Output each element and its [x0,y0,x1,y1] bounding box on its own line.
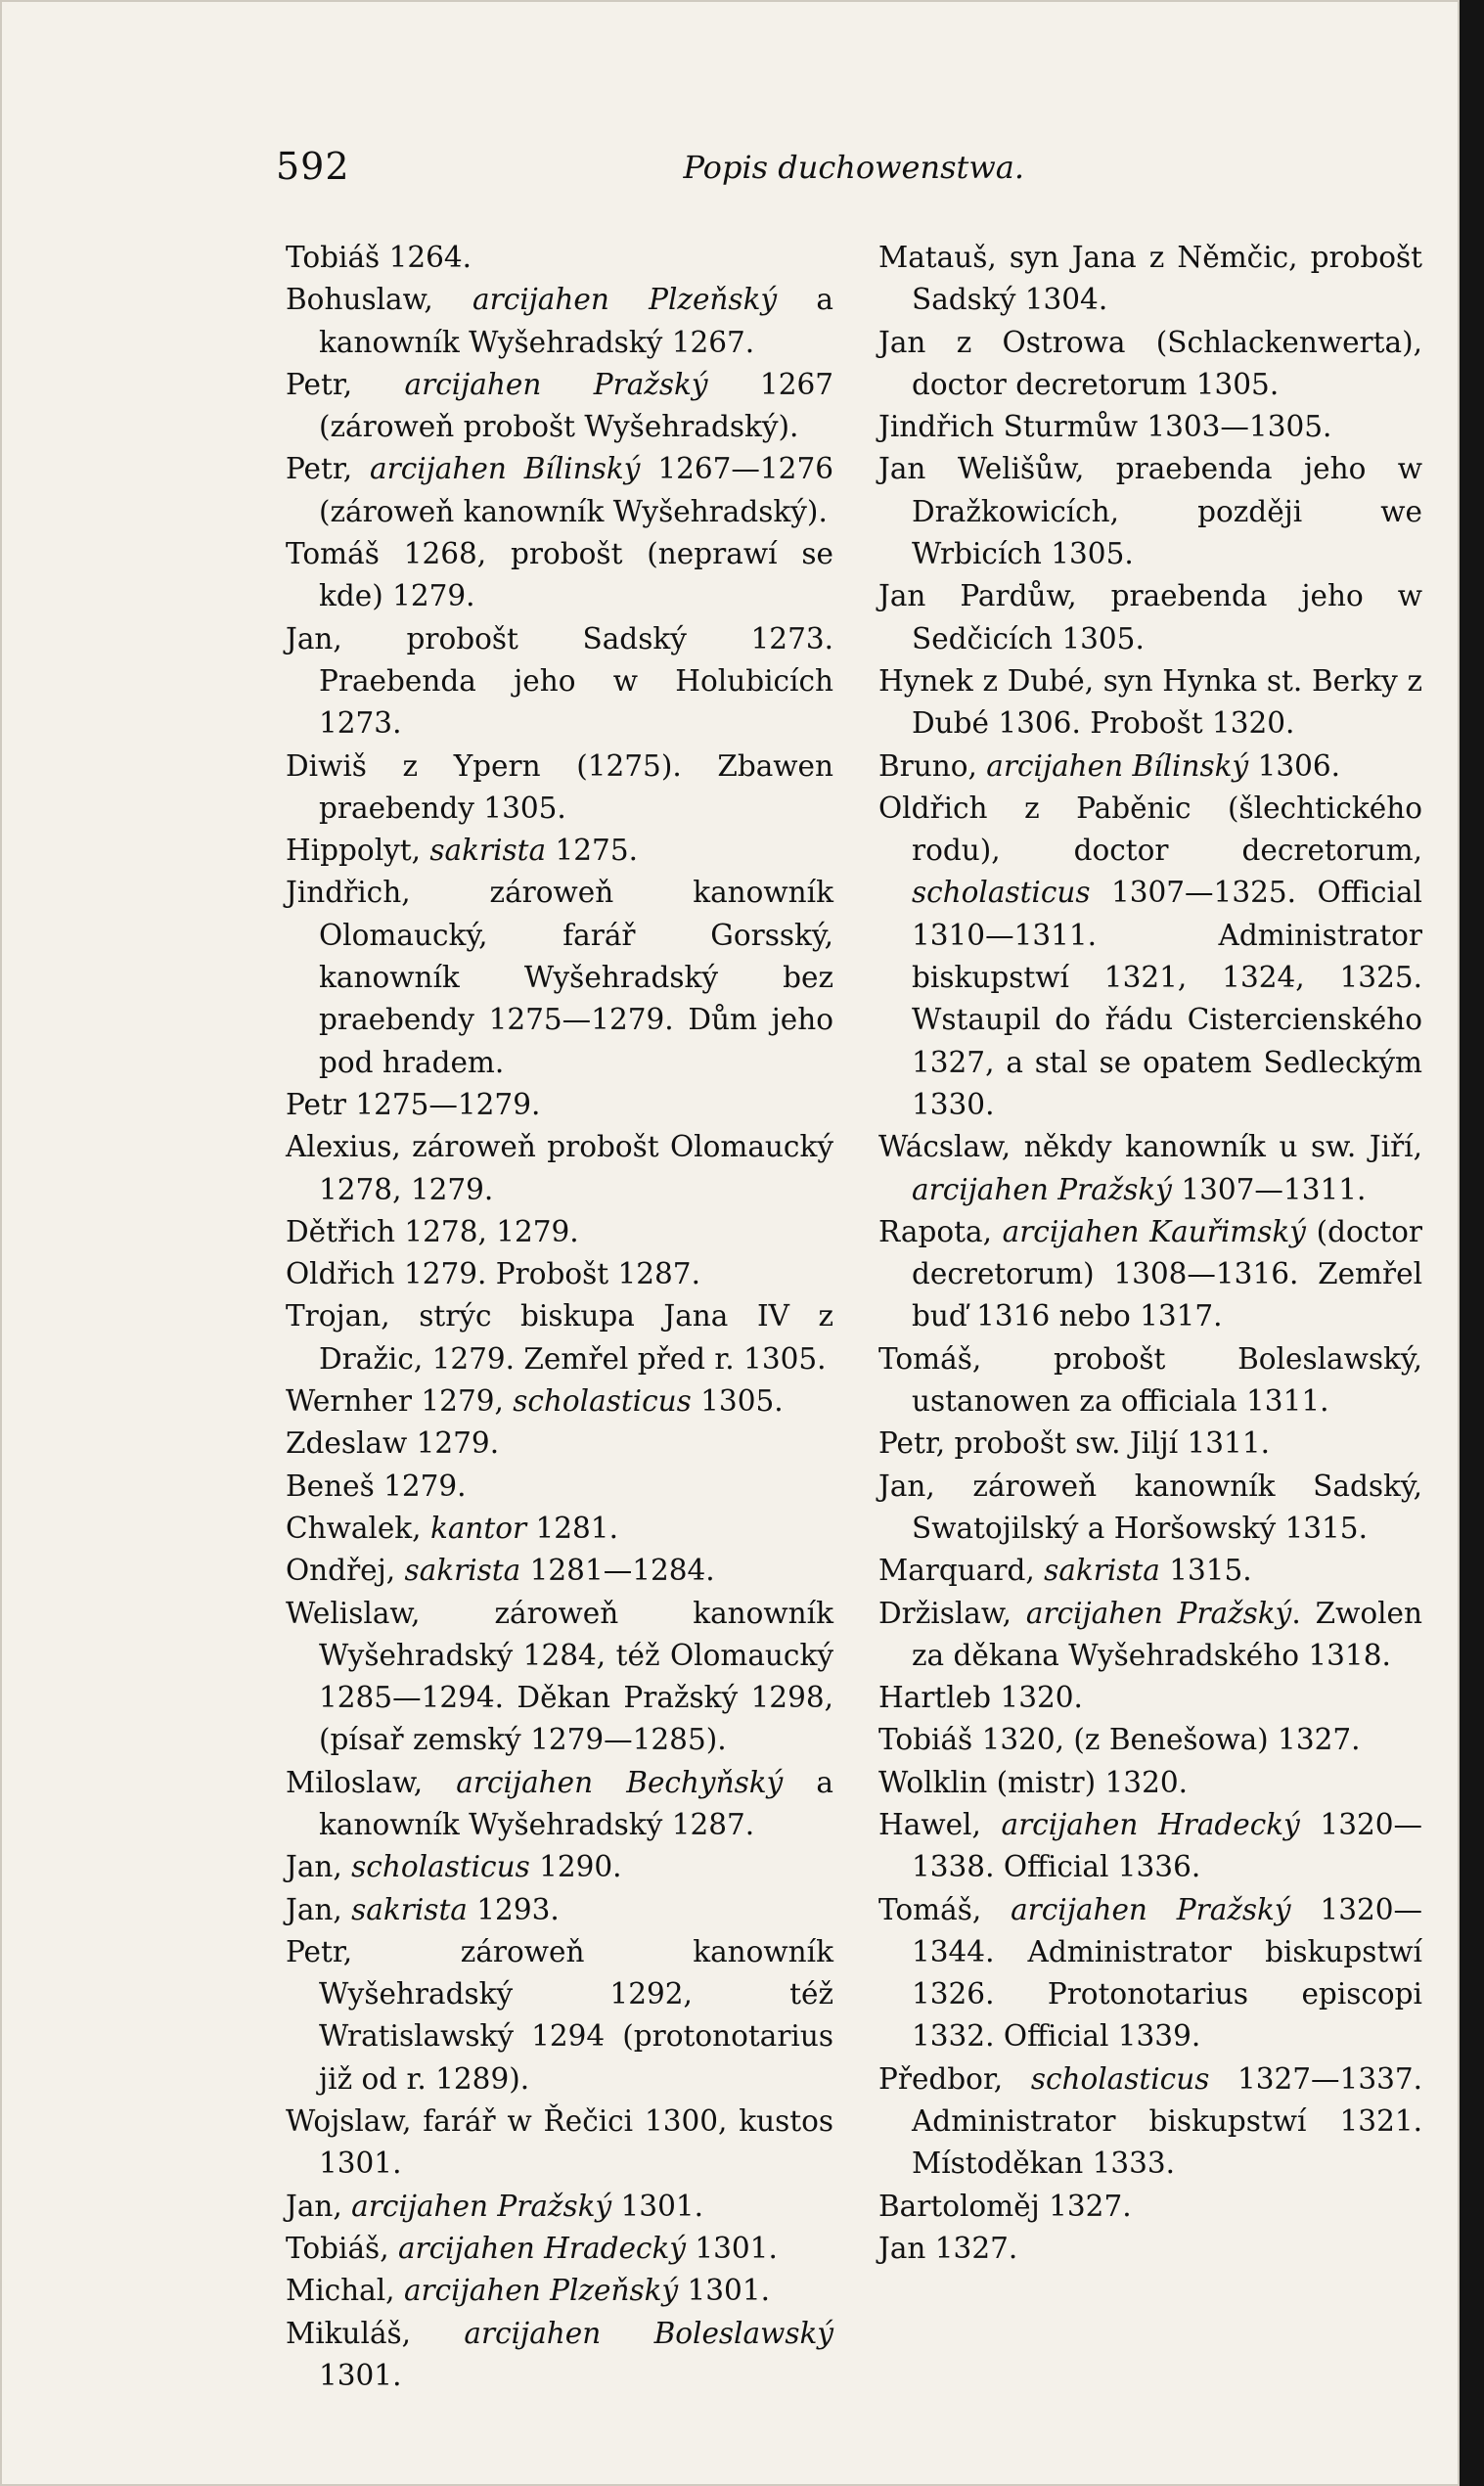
entry-text: Marquard, [878,1554,1045,1588]
entry-text: Petr, probošt sw. Jiljí 1311. [878,1426,1270,1461]
register-entry [878,448,1422,575]
entry-text: Bruno, [878,748,987,783]
entry-office: sakrista [351,1892,468,1926]
entry-office: arcijahen Pražský [1011,1892,1291,1926]
entry-text: 1281—1284. [520,1554,715,1588]
register-entry [286,1211,833,1253]
register-entry [878,1889,1422,2058]
entry-office: arcijahen Boleslawský [464,2316,834,2350]
entry-text: Hartleb 1320. [878,1681,1083,1715]
entry-office: scholasticus [513,1384,692,1419]
entry-text: (doctor decretorum) 1308—1316. Zemřel buď 1316 nebo 1317. [912,1214,1422,1333]
entry-text: 1281. [526,1511,618,1545]
register-entry [286,2186,833,2228]
register-entry [878,788,1422,1126]
entry-text: Hawel, [878,1807,1002,1841]
entry-text: Matauš, syn Jana z Němčic, probošt Sadský 1304. [878,241,1422,317]
register-entry [286,1762,833,1847]
register-entry [286,1253,833,1295]
entry-text: 1327—1337. Administrator biskupstwí 1321. Místoděkan 1333. [912,2061,1422,2181]
entry-text: 1315. [1159,1554,1252,1588]
register-entry [878,1719,1422,1761]
entry-text: Předbor, [878,2061,1031,2096]
entry-text: Tomáš, [878,1892,1012,1926]
entry-text: Jan Pardůw, praebenda jeho w Sedčicích 1305. [878,579,1422,655]
entry-text: 1301. [678,2274,770,2308]
register-entry [878,1550,1422,1592]
entry-office: arcijahen Kauřimský [1002,1214,1306,1248]
register-entry [286,2228,833,2270]
register-entry [286,1508,833,1550]
entry-office: arcijahen Plzeňský [403,2274,679,2308]
entry-text: Petr, zároweň kanowník Wyšehradský 1292, též Wratislawský 1294 (protonotarius již od r. 1289). [286,1934,833,2096]
entry-text: Welislaw, zároweň kanowník Wyšehradský 1284, též Olomaucký 1285—1294. Děkan Pražský 1298, (písař zemský 1279—1285). [286,1596,833,1757]
entry-office: scholasticus [912,876,1091,910]
entry-text: Zdeslaw 1279. [286,1426,500,1461]
entry-office: arcijahen Pražský [1025,1596,1292,1630]
entry-text: 1275. [546,834,638,868]
register-entry [878,1593,1422,1678]
entry-office: arcijahen Pražský [351,2189,612,2223]
entry-text: Diwiš z Ypern (1275). Zbawen praebendy 1305. [286,748,833,825]
entry-text: 1307—1325. Official 1310—1311. Administrator biskupstwí 1321, 1324, 1325. Wstaupil do řádu Cistercienského 1327, a stal se opatem Sedleckým 1330. [912,876,1422,1121]
entry-text: Jindřich, zároweň kanowník Olomaucký, farář Gorsský, kanowník Wyšehradský bez praebendy 1275—1279. Dům jeho pod hradem. [286,876,833,1079]
entry-text: Petr, [286,452,370,486]
entry-text: 1306. [1248,748,1341,783]
register-entry [286,2270,833,2312]
register-entry [286,830,833,872]
entry-text: 1290. [529,1850,622,1884]
entry-text: Tobiáš, [286,2231,398,2265]
register-entry [286,1466,833,1508]
entry-office: arcijahen Pražský [912,1172,1172,1206]
register-entry [286,872,833,1083]
register-entry [286,746,833,831]
entry-text: Trojan, strýc biskupa Jana IV z Dražic, 1279. Zemřel před r. 1305. [286,1299,833,1376]
entry-text: Hynek z Dubé, syn Hynka st. Berky z Dubé 1306. Probošt 1320. [878,663,1422,741]
entry-text: Miloslaw, [286,1765,457,1799]
entry-text: Jan, [286,1892,352,1926]
entry-office: arcijahen Pražský [404,367,708,401]
entry-text: Jan, probošt Sadský 1273. Praebenda jeho w Holubicích 1273. [286,621,833,741]
entry-text: Jan 1327. [878,2231,1018,2265]
entry-text: 1320—1338. Official 1336. [912,1807,1422,1884]
entry-text: Wácslaw, někdy kanowník u sw. Jiří, [878,1130,1422,1164]
entry-text: Bartoloměj 1327. [878,2189,1132,2223]
register-entry [878,1126,1422,1211]
register-entry [286,448,833,533]
entry-text: Jan z Ostrowa (Schlackenwerta), doctor decretorum 1305. [878,325,1422,401]
register-entry [878,1423,1422,1465]
register-entry [286,1423,833,1465]
register-entry [878,2058,1422,2186]
register-entry [286,279,833,364]
entry-text: 1305. [691,1384,784,1419]
entry-text: Beneš 1279. [286,1469,467,1503]
register-entry [878,746,1422,788]
entry-text: Oldřich 1279. Probošt 1287. [286,1257,700,1291]
entry-text: 1301. [319,2358,402,2392]
register-entry [286,2313,833,2398]
entry-text: Držislaw, [878,1596,1026,1630]
entry-text: Dětřich 1278, 1279. [286,1214,579,1248]
entry-text: Jan, zároweň kanowník Sadský, Swatojilský a Horšowský 1315. [878,1469,1422,1545]
register-entry [878,1338,1422,1424]
entry-text: Jan, [286,1850,352,1884]
entry-office: arcijahen Plzeňský [472,283,778,317]
entry-office: kantor [429,1511,527,1545]
register-entry [286,237,833,279]
register-entry [286,1084,833,1126]
entry-text: Wernher 1279, [286,1384,514,1419]
register-entry [286,618,833,746]
entry-text: a kanowník Wyšehradský 1267. [319,283,833,359]
register-entry [286,1931,833,2101]
entry-text: Hippolyt, [286,834,430,868]
entry-text: Tobiáš 1320, (z Benešowa) 1327. [878,1723,1361,1757]
entry-text: 1267—1276 (zároweň kanowník Wyšehradský). [319,452,833,528]
register-entry [286,1380,833,1423]
entry-text: Alexius, zároweň probošt Olomaucký 1278, 1279. [286,1130,833,1206]
entry-office: sakrista [404,1554,521,1588]
entry-text: 1301. [686,2231,778,2265]
entry-text: Petr, [286,367,405,401]
entry-text: 1301. [611,2189,703,2223]
entry-text: Mikuláš, [286,2316,465,2350]
running-title: Popis duchowenstwa. [683,149,1024,186]
entry-office: sakrista [1044,1554,1160,1588]
entry-office: arcijahen Hradecký [397,2231,686,2265]
left-column [286,237,833,2397]
register-entry [286,1889,833,1931]
register-entry [878,660,1422,746]
entry-text: Oldřich z Paběnic (šlechtického rodu), doctor decretorum, [878,791,1422,868]
register-entry [878,575,1422,660]
entry-text: Jan Welišůw, praebenda jeho w Dražkowicích, později we Wrbicích 1305. [878,452,1422,571]
entry-text: Bohuslaw, [286,283,473,317]
entry-text: Tobiáš 1264. [286,241,472,274]
scan-edge [1460,0,1484,2486]
entry-text: Wojslaw, farář w Řečici 1300, kustos 1301. [286,2104,833,2181]
register-entry [878,322,1422,407]
entry-office: arcijahen Bílinský [986,748,1249,783]
register-entry [878,406,1422,448]
entry-text: Chwalek, [286,1511,430,1545]
entry-text: Tomáš 1268, probošt (neprawí se kde) 1279. [286,537,833,613]
register-entry [878,2228,1422,2270]
entry-text: 1267 (zároweň probošt Wyšehradský). [319,367,834,444]
entry-office: scholasticus [1030,2061,1210,2096]
entry-text: Petr 1275—1279. [286,1087,541,1121]
entry-office: arcijahen Hradecký [1001,1807,1300,1841]
entry-office: scholasticus [351,1850,530,1884]
register-entry [286,1126,833,1211]
right-column [878,237,1422,2270]
register-entry [286,1593,833,1762]
entry-text: Rapota, [878,1214,1003,1248]
register-entry [878,1804,1422,1889]
register-entry [286,1846,833,1888]
entry-text: a kanowník Wyšehradský 1287. [319,1765,833,1841]
register-entry [878,2186,1422,2228]
register-entry [878,1762,1422,1804]
entry-office: sakrista [429,834,547,868]
entry-text: Tomáš, probošt Boleslawský, ustanowen za officiala 1311. [878,1341,1422,1419]
entry-text: 1307—1311. [1171,1172,1367,1206]
entry-text: Jan, [286,2189,352,2223]
entry-text: . Zwolen za děkana Wyšehradského 1318. [912,1596,1422,1672]
register-entry [286,1550,833,1592]
entry-text: 1293. [467,1892,560,1926]
page-number: 592 [276,145,350,188]
page-header [276,145,1024,194]
register-entry [286,1295,833,1380]
entry-text: Michal, [286,2274,404,2308]
register-entry [878,237,1422,322]
entry-text: Wolklin (mistr) 1320. [878,1765,1188,1799]
entry-office: arcijahen Bílinský [370,452,641,486]
entry-text: Ondřej, [286,1554,405,1588]
register-entry [878,1466,1422,1551]
register-entry [878,1677,1422,1719]
entry-office: arcijahen Bechyňský [456,1765,784,1799]
register-entry [286,2101,833,2186]
register-entry [878,1211,1422,1338]
register-entry [286,364,833,449]
entry-text: 1320—1344. Administrator biskupstwí 1326. Protonotarius episcopi 1332. Official 1339. [912,1892,1422,2054]
register-entry [286,533,833,618]
entry-text: Jindřich Sturmůw 1303—1305. [878,410,1332,444]
